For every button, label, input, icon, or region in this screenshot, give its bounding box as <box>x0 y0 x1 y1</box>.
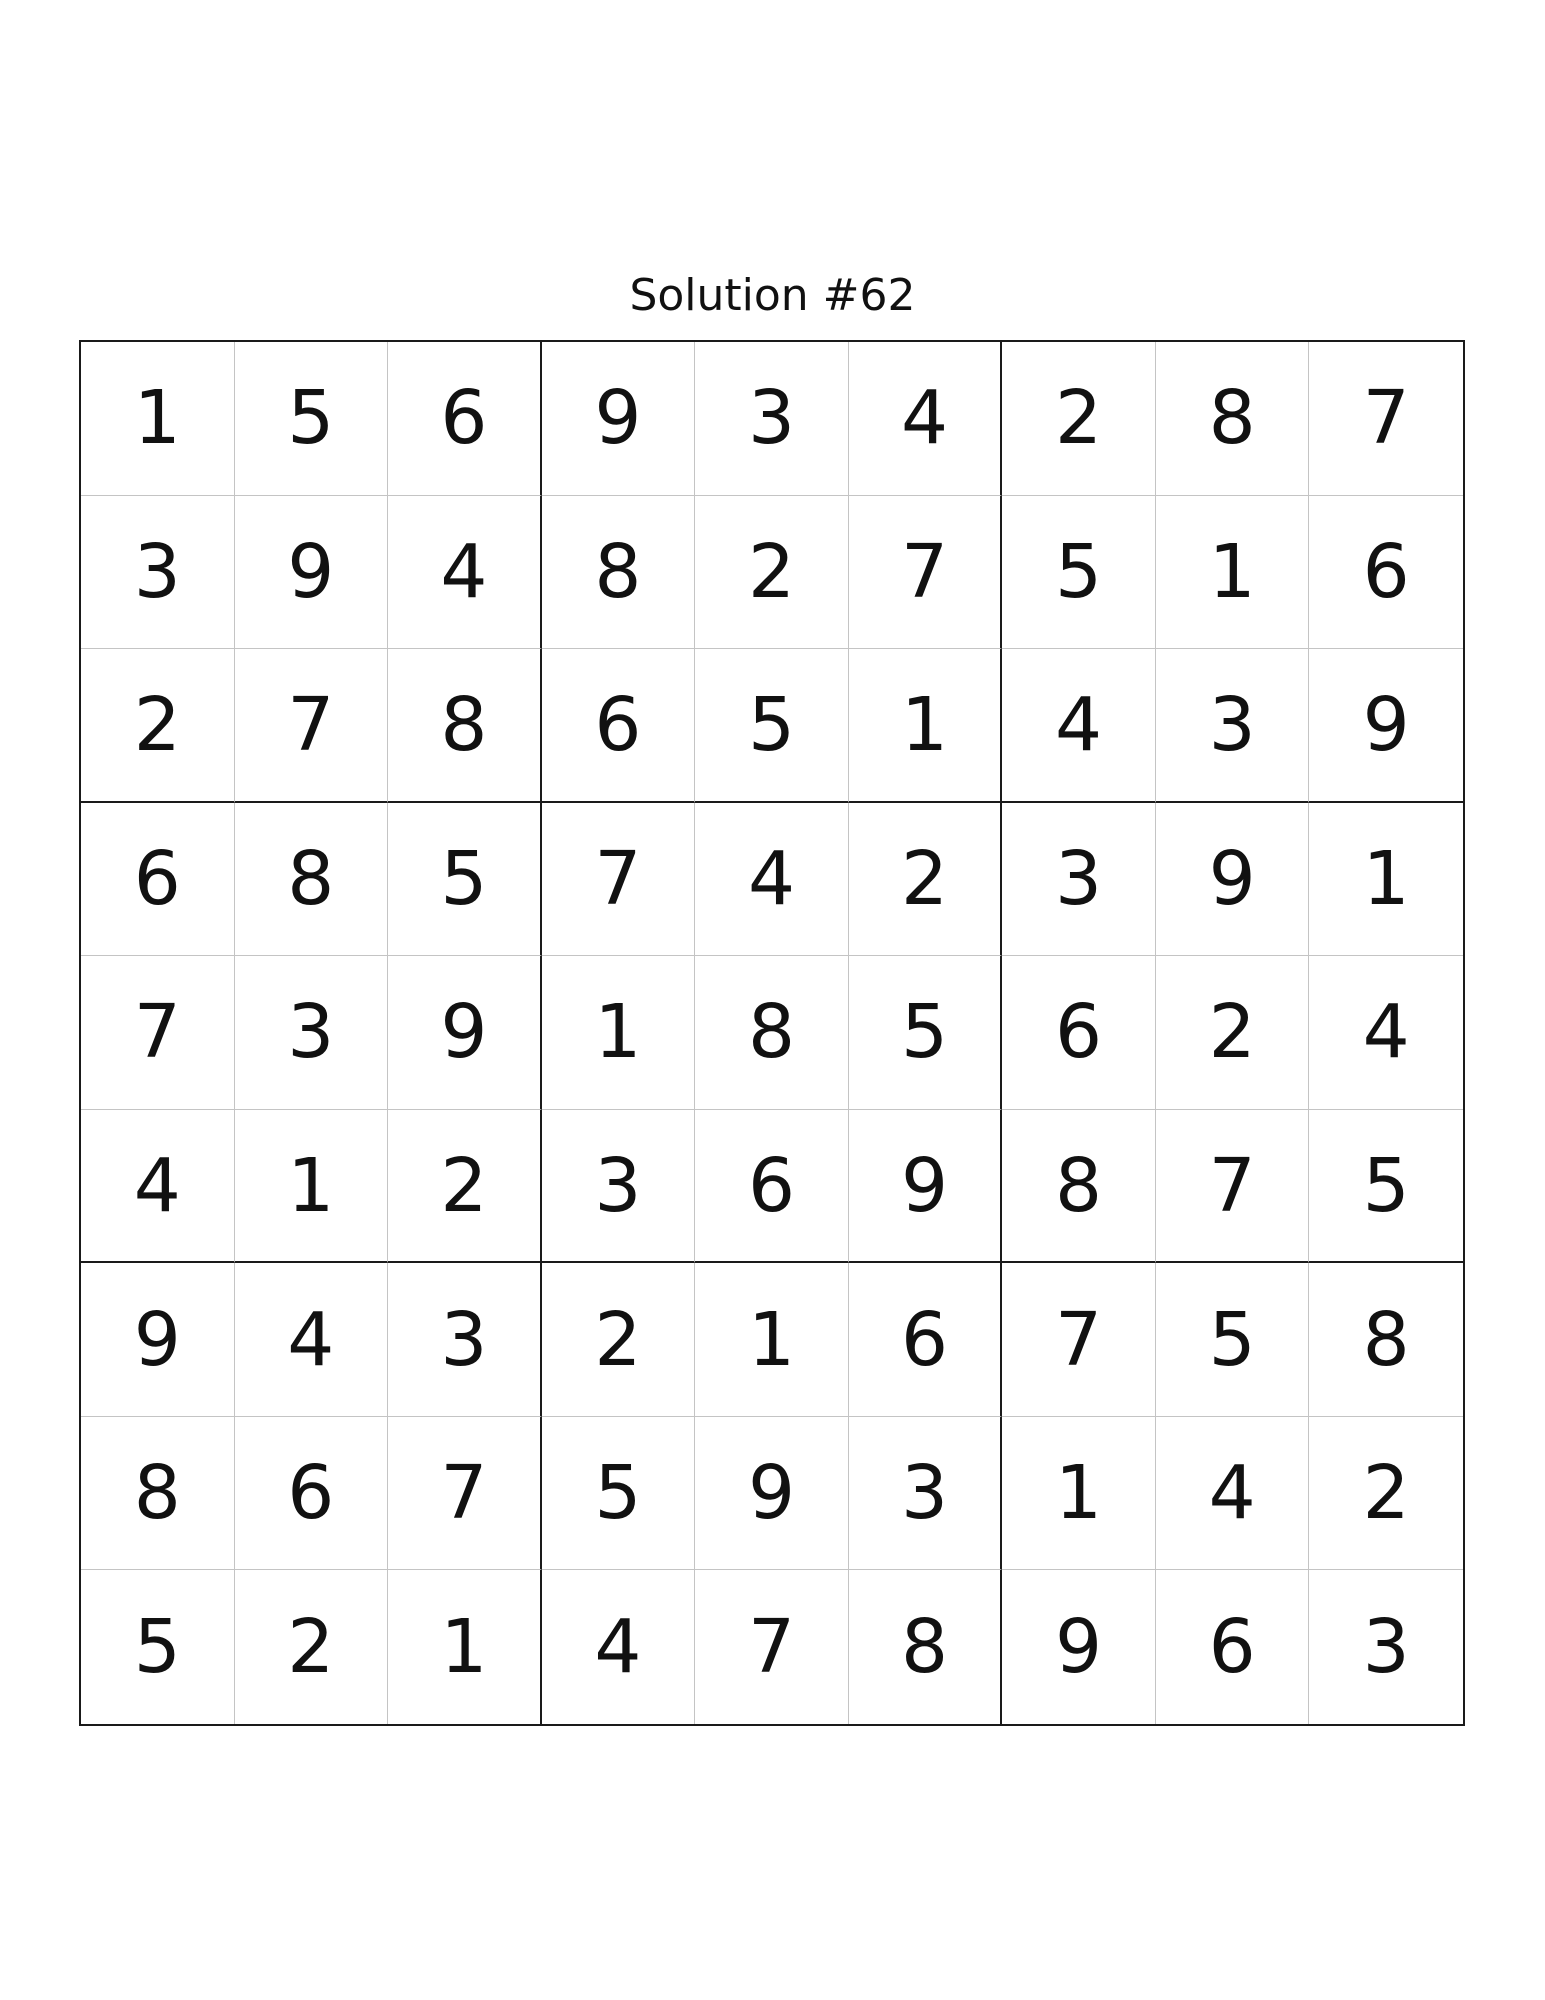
sudoku-cell-r2-c1: 3 <box>81 496 235 650</box>
sudoku-cell-r3-c7: 4 <box>1002 649 1156 803</box>
sudoku-cell-r9-c2: 2 <box>235 1570 389 1724</box>
sudoku-cell-r6-c7: 8 <box>1002 1110 1156 1264</box>
sudoku-cell-r5-c8: 2 <box>1156 956 1310 1110</box>
sudoku-cell-r3-c4: 6 <box>542 649 696 803</box>
sudoku-cell-r3-c6: 1 <box>849 649 1003 803</box>
sudoku-cell-r1-c9: 7 <box>1309 342 1463 496</box>
sudoku-cell-r7-c7: 7 <box>1002 1263 1156 1417</box>
sudoku-cell-r3-c9: 9 <box>1309 649 1463 803</box>
sudoku-cell-r1-c7: 2 <box>1002 342 1156 496</box>
sudoku-cell-r8-c4: 5 <box>542 1417 696 1571</box>
sudoku-cell-r5-c2: 3 <box>235 956 389 1110</box>
sudoku-cell-r4-c9: 1 <box>1309 803 1463 957</box>
sudoku-board <box>79 340 1465 1726</box>
sudoku-cell-r7-c9: 8 <box>1309 1263 1463 1417</box>
sudoku-cell-r2-c6: 7 <box>849 496 1003 650</box>
sudoku-cell-r6-c2: 1 <box>235 1110 389 1264</box>
sudoku-cell-r1-c3: 6 <box>388 342 542 496</box>
sudoku-cell-r8-c7: 1 <box>1002 1417 1156 1571</box>
puzzle-title: Solution #62 <box>629 270 916 321</box>
sudoku-cell-r7-c4: 2 <box>542 1263 696 1417</box>
sudoku-cell-r8-c2: 6 <box>235 1417 389 1571</box>
sudoku-cell-r3-c3: 8 <box>388 649 542 803</box>
sudoku-cell-r9-c6: 8 <box>849 1570 1003 1724</box>
sudoku-cell-r5-c4: 1 <box>542 956 696 1110</box>
sudoku-cell-r7-c3: 3 <box>388 1263 542 1417</box>
sudoku-cell-r8-c6: 3 <box>849 1417 1003 1571</box>
sudoku-cell-r6-c3: 2 <box>388 1110 542 1264</box>
sudoku-cell-r4-c7: 3 <box>1002 803 1156 957</box>
sudoku-cell-r7-c2: 4 <box>235 1263 389 1417</box>
sudoku-cell-r4-c5: 4 <box>695 803 849 957</box>
sudoku-cell-r5-c3: 9 <box>388 956 542 1110</box>
sudoku-cell-r4-c6: 2 <box>849 803 1003 957</box>
sudoku-cell-r2-c4: 8 <box>542 496 696 650</box>
sudoku-cell-r7-c5: 1 <box>695 1263 849 1417</box>
sudoku-cell-r6-c4: 3 <box>542 1110 696 1264</box>
sudoku-cell-r9-c8: 6 <box>1156 1570 1310 1724</box>
sudoku-cell-r3-c8: 3 <box>1156 649 1310 803</box>
sudoku-cell-r1-c4: 9 <box>542 342 696 496</box>
sudoku-cell-r6-c1: 4 <box>81 1110 235 1264</box>
sudoku-cell-r1-c6: 4 <box>849 342 1003 496</box>
sudoku-cell-r9-c1: 5 <box>81 1570 235 1724</box>
sudoku-cell-r2-c9: 6 <box>1309 496 1463 650</box>
sudoku-cell-r2-c2: 9 <box>235 496 389 650</box>
sudoku-cell-r7-c8: 5 <box>1156 1263 1310 1417</box>
sudoku-cell-r8-c1: 8 <box>81 1417 235 1571</box>
sudoku-cell-r7-c1: 9 <box>81 1263 235 1417</box>
sudoku-cell-r6-c8: 7 <box>1156 1110 1310 1264</box>
sudoku-cell-r2-c7: 5 <box>1002 496 1156 650</box>
sudoku-cell-r4-c2: 8 <box>235 803 389 957</box>
sudoku-cell-r1-c8: 8 <box>1156 342 1310 496</box>
sudoku-cell-r5-c6: 5 <box>849 956 1003 1110</box>
sudoku-cell-r9-c5: 7 <box>695 1570 849 1724</box>
sudoku-cell-r9-c3: 1 <box>388 1570 542 1724</box>
sudoku-cell-r4-c4: 7 <box>542 803 696 957</box>
sudoku-cell-r5-c1: 7 <box>81 956 235 1110</box>
sudoku-cell-r2-c5: 2 <box>695 496 849 650</box>
sudoku-cell-r1-c2: 5 <box>235 342 389 496</box>
sudoku-cell-r1-c5: 3 <box>695 342 849 496</box>
sudoku-cell-r6-c6: 9 <box>849 1110 1003 1264</box>
sudoku-cell-r3-c5: 5 <box>695 649 849 803</box>
sudoku-cell-r5-c5: 8 <box>695 956 849 1110</box>
sudoku-cell-r6-c5: 6 <box>695 1110 849 1264</box>
sudoku-cell-r4-c3: 5 <box>388 803 542 957</box>
sudoku-cell-r5-c7: 6 <box>1002 956 1156 1110</box>
sudoku-cell-r2-c3: 4 <box>388 496 542 650</box>
sudoku-cell-r9-c7: 9 <box>1002 1570 1156 1724</box>
sudoku-cell-r7-c6: 6 <box>849 1263 1003 1417</box>
sudoku-cell-r2-c8: 1 <box>1156 496 1310 650</box>
sudoku-cell-r3-c1: 2 <box>81 649 235 803</box>
sudoku-cell-r5-c9: 4 <box>1309 956 1463 1110</box>
sudoku-cell-r1-c1: 1 <box>81 342 235 496</box>
sudoku-cell-r4-c8: 9 <box>1156 803 1310 957</box>
sudoku-cell-r8-c9: 2 <box>1309 1417 1463 1571</box>
sudoku-cell-r4-c1: 6 <box>81 803 235 957</box>
sudoku-cell-r8-c8: 4 <box>1156 1417 1310 1571</box>
sudoku-cell-r6-c9: 5 <box>1309 1110 1463 1264</box>
sudoku-cell-r3-c2: 7 <box>235 649 389 803</box>
sudoku-cell-r9-c9: 3 <box>1362 1604 1410 1691</box>
sudoku-cell-r8-c5: 9 <box>695 1417 849 1571</box>
sudoku-cell-r8-c3: 7 <box>388 1417 542 1571</box>
sudoku-cell-r9-c4: 4 <box>542 1570 696 1724</box>
